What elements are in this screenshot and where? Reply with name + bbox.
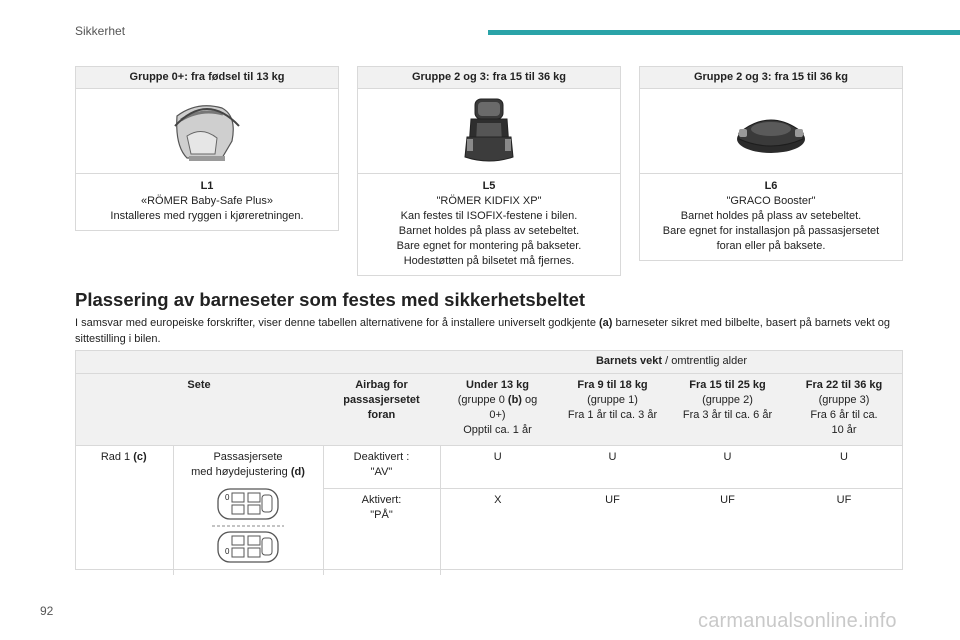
cell-value: X xyxy=(440,489,555,575)
svg-text:0: 0 xyxy=(225,547,230,556)
card-description xyxy=(640,174,902,260)
running-header: Sikkerhet xyxy=(75,24,126,38)
intro-paragraph xyxy=(75,315,895,347)
seat-placement-table xyxy=(75,350,903,575)
cell-value: U xyxy=(785,446,903,489)
car-seat-diagram xyxy=(178,486,319,571)
card-line: Installeres med ryggen i kjøreretningen. xyxy=(110,210,304,222)
seat-code: L5 xyxy=(482,180,496,192)
card-line: Barnet holdes på plass av setebeltet. xyxy=(398,225,580,237)
airbag-activated-cell: Aktivert: "PÅ" xyxy=(323,489,440,575)
cell-value: U xyxy=(440,446,555,489)
cell-value: U xyxy=(670,446,785,489)
infant-carrier-image xyxy=(76,89,338,174)
col-weight-under-13: Under 13 kg (gruppe 0 (b) og 0+) Opptil ca. 1 år xyxy=(440,374,555,446)
cell-value: UF xyxy=(785,489,903,575)
card-description xyxy=(358,174,620,275)
seat-card-l5 xyxy=(357,66,621,276)
col-weight-22-36: Fra 22 til 36 kg (gruppe 3) Fra 6 år til ca. 10 år xyxy=(785,374,903,446)
card-description xyxy=(76,174,338,230)
card-line: Kan festes til ISOFIX-festene i bilen. xyxy=(400,210,578,222)
card-line: Bare egnet for installasjon på passasjersetet xyxy=(662,225,880,237)
highback-booster-image xyxy=(358,89,620,174)
row-label: Rad 1 (c) xyxy=(75,446,173,576)
card-line: Barnet holdes på plass av setebeltet. xyxy=(680,210,862,222)
cell-value: UF xyxy=(555,489,670,575)
card-title: Gruppe 2 og 3: fra 15 til 36 kg xyxy=(358,67,620,89)
seat-label-cell: Passasjersete med høydejustering (d) 0 0 xyxy=(173,446,323,576)
section-title: Plassering av barneseter som festes med sikkerhetsbeltet xyxy=(75,289,586,310)
page-number: 92 xyxy=(40,604,54,618)
header-accent-bar xyxy=(488,30,960,35)
seat-label: Passasjersete xyxy=(213,451,283,463)
col-weight-9-18: Fra 9 til 18 kg (gruppe 1) Fra 1 år til ca. 3 år xyxy=(555,374,670,446)
card-title: Gruppe 0+: fra fødsel til 13 kg xyxy=(76,67,338,89)
intro-text: barneseter sikret med bilbelte, basert på barnets vekt og sittestilling i bilen. xyxy=(75,317,891,345)
booster-cushion-image xyxy=(640,89,902,174)
header-empty-cell xyxy=(75,350,440,374)
watermark: carmanualsonline.info xyxy=(698,610,897,632)
footnote-mark: (a) xyxy=(599,317,613,329)
cell-value: UF xyxy=(670,489,785,575)
col-seat-header: Sete xyxy=(75,374,323,446)
seat-card-l1 xyxy=(75,66,339,231)
card-line: "GRACO Booster" xyxy=(726,195,816,207)
col-airbag-header: Airbag for passasjersetet foran xyxy=(323,374,440,446)
seat-code: L1 xyxy=(200,180,214,192)
seat-label: med høydejustering xyxy=(191,466,291,478)
seat-card-l6 xyxy=(639,66,903,261)
seat-code: L6 xyxy=(764,180,778,192)
cell-value: U xyxy=(555,446,670,489)
card-title: Gruppe 2 og 3: fra 15 til 36 kg xyxy=(640,67,902,89)
card-line: «RÖMER Baby-Safe Plus» xyxy=(140,195,274,207)
intro-text: I samsvar med europeiske forskrifter, viser denne tabellen alternativene for å installere universelt godkjente xyxy=(75,317,599,329)
airbag-deactivated-cell: Deaktivert : "AV" xyxy=(323,446,440,489)
svg-text:0: 0 xyxy=(225,493,230,502)
card-line: foran eller på baksete. xyxy=(716,240,826,252)
card-line: Hodestøtten på bilsetet må fjernes. xyxy=(403,255,575,267)
col-weight-15-25: Fra 15 til 25 kg (gruppe 2) Fra 3 år til ca. 6 år xyxy=(670,374,785,446)
weight-group-header: Barnets vekt / omtrentlig alder xyxy=(440,350,903,374)
card-line: Bare egnet for montering på bakseter. xyxy=(396,240,582,252)
card-line: "RÖMER KIDFIX XP" xyxy=(436,195,542,207)
